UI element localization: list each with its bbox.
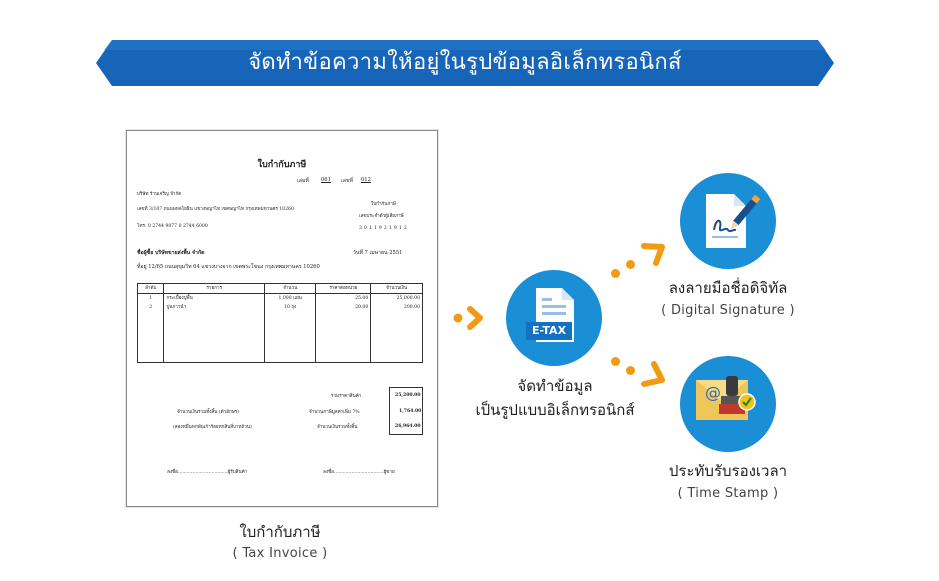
vat-value: 1,764.00 [399, 409, 422, 414]
total-value: 26,964.00 [395, 424, 421, 429]
total-label: จำนวนเงินรวมทั้งสิ้น [317, 425, 358, 430]
row-amount: 200.00 [371, 303, 423, 312]
row-item: ปูนกาวนำ [164, 303, 265, 312]
invoice-title: ใบกำกับภาษี [257, 160, 307, 170]
tax-label: ใบกำกับภาษี [371, 202, 396, 207]
invoice-items-table [137, 283, 423, 363]
etax-badge: E-TAX [526, 322, 572, 340]
signature-caption: ลงลายมือชื่อดิจิทัล [668, 279, 788, 297]
subtotal-label: รวมราคาสินค้า [331, 394, 362, 399]
totals-box [389, 387, 423, 435]
col-qty: จำนวน [265, 284, 316, 294]
row-price: 25.00 [316, 294, 371, 304]
company-address: เลขที่ 3/107 ถนนพหลโยธิน แขวงพญาไท เขตพญาไท กรุงเทพมหานคร 10260 [137, 207, 294, 212]
amount-words: (สองหมื่นหกพันเก้าร้อยหกสิบสี่บาทถ้วน) [173, 425, 252, 430]
number-label: เลขที่ [341, 178, 353, 184]
timestamp-caption: ประทับรับรองเวลา [668, 462, 788, 480]
envelope-stamp-icon [692, 370, 766, 434]
timestamp-caption-sub: ( Time Stamp ) [677, 486, 779, 501]
col-price: ราคาต่อหน่วย [316, 284, 371, 294]
arrow-icon [452, 305, 490, 331]
signature-document-icon [700, 188, 760, 254]
col-no: ลำดับ [138, 284, 164, 294]
invoice-number: 012 [361, 177, 371, 183]
tax-invoice-document [126, 130, 438, 507]
company-name: บริษัท ร้านเจริญ จำกัด [137, 192, 182, 197]
svg-text:@: @ [705, 383, 721, 402]
invoice-caption-sub: ( Tax Invoice ) [232, 546, 328, 561]
row-qty: 1,000 แผ่น [265, 294, 316, 304]
row-amount: 25,000.00 [371, 294, 423, 304]
table-row [138, 294, 423, 304]
buyer-name: ชื่อผู้ซื้อ บริษัทขายส่งพื้น จำกัด [137, 250, 205, 256]
table-row [138, 303, 423, 312]
col-item: รายการ [164, 284, 265, 294]
row-no: 2 [138, 303, 164, 312]
buyer-address: ที่อยู่ 12/65 ถนนสุขุมวิท 64 แขวงบางจาก เขตพระโขนง กรุงเทพมหานคร 10260 [137, 264, 320, 270]
invoice-caption: ใบกำกับภาษี [239, 523, 321, 541]
row-qty: 10 ถุง [265, 303, 316, 312]
etax-caption-line2: เป็นรูปแบบอิเล็กทรอนิกส์ [475, 401, 635, 419]
subtotal-value: 25,200.00 [395, 393, 421, 398]
row-no: 1 [138, 294, 164, 304]
company-phone: โทร. 0 2744 9077 0 2744 6000 [137, 224, 208, 229]
document-icon [526, 284, 582, 350]
tax-sublabel: เลขประจำตัวผู้เสียภาษี [359, 214, 404, 219]
table-header-row [138, 284, 423, 294]
row-price: 20.00 [316, 303, 371, 312]
amount-words-label: จำนวนเงินรวมทั้งสิ้น (ตัวอักษร) [177, 410, 240, 415]
row-item: กระเบื้องปูพื้น [164, 294, 265, 304]
arrow-icon [638, 360, 668, 392]
table-row-empty [138, 312, 423, 363]
invoice-date: วันที่ 7 เมษายน 2551 [353, 250, 403, 256]
signature-caption-sub: ( Digital Signature ) [661, 303, 795, 318]
banner-title: จัดทำข้อความให้อยู่ในรูปข้อมูลอิเล็กทรอนิกส์ [248, 50, 682, 75]
tax-id: 3 0 1 1 9 2 1 9 1 2 [359, 226, 408, 231]
etax-caption-line1: จัดทำข้อมูล [517, 377, 593, 395]
col-amount: จำนวนเงิน [371, 284, 423, 294]
signature-line-seller: ลงชื่อ..................................ผู้ขาย [323, 470, 395, 475]
vat-label: จำนวนภาษีมูลค่าเพิ่ม 7% [309, 410, 360, 415]
arrow-icon [638, 238, 668, 268]
book-number: 061 [321, 177, 331, 183]
signature-line-receiver: ลงชื่อ..................................ผู้รับสินค้า [167, 470, 248, 475]
book-label: เล่มที่ [297, 178, 309, 184]
